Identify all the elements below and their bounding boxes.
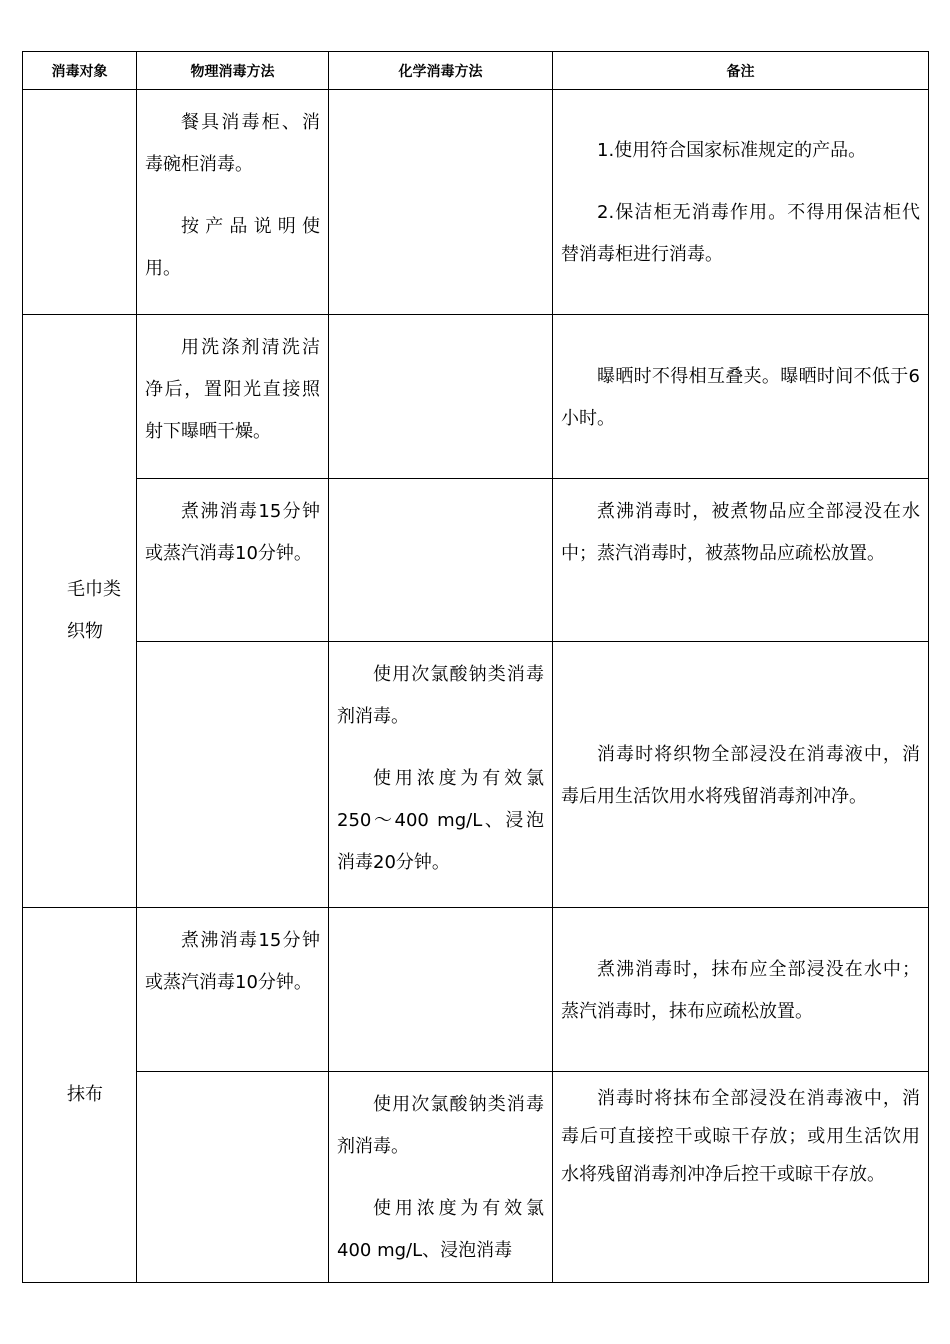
physical-text: 按产品说明使用。 (145, 216, 320, 279)
physical-cell (137, 908, 329, 1072)
note-text: 2.保洁柜无消毒作用。不得用保洁柜代替消毒柜进行消毒。 (561, 202, 920, 265)
header-chemical-method: 化学消毒方法 (329, 52, 553, 90)
chemical-cell (329, 90, 553, 315)
header-note: 备注 (553, 52, 929, 90)
chemical-text: 使用浓度为有效氯400 mg/L、浸泡消毒 (337, 1198, 544, 1261)
physical-text: 餐具消毒柜、消毒碗柜消毒。 (145, 112, 320, 175)
chemical-text: 使用次氯酸钠类消毒剂消毒。 (337, 1094, 544, 1157)
note-cell (553, 1072, 929, 1283)
header-physical-method: 物理消毒方法 (137, 52, 329, 90)
note-text: 消毒时将抹布全部浸没在消毒液中，消毒后可直接控干或晾干存放；或用生活饮用水将残留消毒剂冲净后控干或晾干存放。 (561, 1088, 920, 1185)
physical-text: 煮沸消毒15分钟或蒸汽消毒10分钟。 (145, 930, 320, 993)
physical-cell (137, 1072, 329, 1283)
table-row (23, 642, 929, 908)
chemical-cell (329, 642, 553, 908)
physical-text: 用洗涤剂清洗洁净后，置阳光直接照射下曝晒干燥。 (145, 337, 320, 442)
table-row (23, 90, 929, 315)
table-row (23, 1072, 929, 1283)
physical-cell (137, 90, 329, 315)
object-cell-towels (23, 315, 137, 908)
object-cell-empty (23, 90, 137, 315)
note-text: 煮沸消毒时，抹布应全部浸没在水中；蒸汽消毒时，抹布应疏松放置。 (561, 958, 920, 1022)
object-cell-cloths (23, 908, 137, 1283)
object-label: 抹布 (67, 1084, 103, 1105)
note-text: 1.使用符合国家标准规定的产品。 (597, 140, 867, 161)
note-cell (553, 90, 929, 315)
chemical-cell (329, 315, 553, 479)
chemical-text: 使用次氯酸钠类消毒剂消毒。 (337, 664, 544, 727)
note-text: 煮沸消毒时，被煮物品应全部浸没在水中；蒸汽消毒时，被蒸物品应疏松放置。 (561, 501, 920, 564)
physical-cell (137, 315, 329, 479)
table-row (23, 479, 929, 642)
table-header-row (23, 52, 929, 90)
note-cell (553, 479, 929, 642)
note-cell (553, 315, 929, 479)
note-text: 消毒时将织物全部浸没在消毒液中，消毒后用生活饮用水将残留消毒剂冲净。 (561, 743, 920, 807)
chemical-cell (329, 1072, 553, 1283)
chemical-cell (329, 908, 553, 1072)
chemical-text: 使用浓度为有效氯250～400 mg/L、浸泡消毒20分钟。 (337, 768, 544, 873)
note-text: 曝晒时不得相互叠夹。曝晒时间不低于6小时。 (561, 365, 920, 429)
physical-cell (137, 642, 329, 908)
note-cell (553, 908, 929, 1072)
table-row (23, 908, 929, 1072)
object-label: 毛巾类织物 (67, 579, 121, 642)
note-cell (553, 642, 929, 908)
chemical-cell (329, 479, 553, 642)
table-row (23, 315, 929, 479)
physical-text: 煮沸消毒15分钟或蒸汽消毒10分钟。 (145, 501, 320, 564)
physical-cell (137, 479, 329, 642)
disinfection-table (22, 51, 929, 1283)
header-object: 消毒对象 (23, 52, 137, 90)
